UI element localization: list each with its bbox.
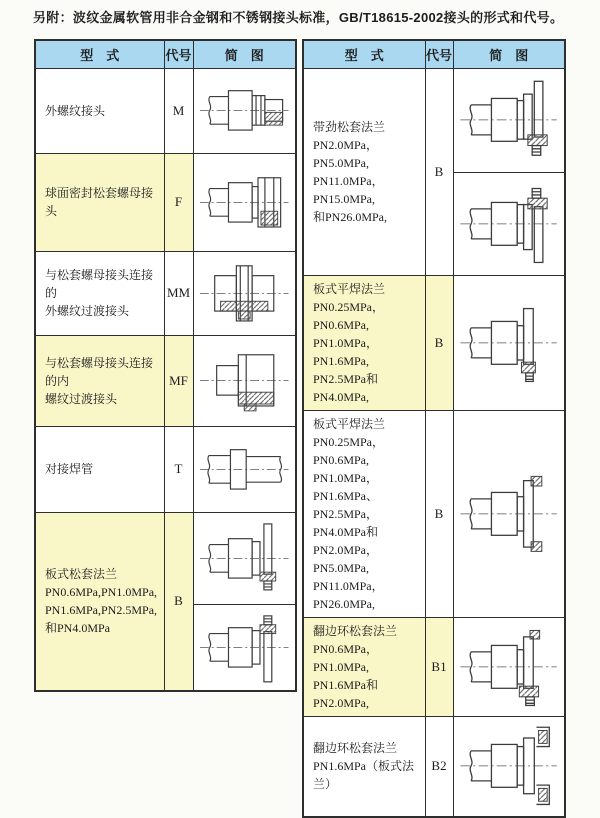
lap-ring-loose-flange-b2-diagram [455,723,562,809]
header-diagram: 简 图 [193,40,296,68]
table-row [35,335,296,426]
plate-weld-flange-diagram [455,300,562,386]
spherical-seal-loose-nut-fitting-diagram [195,163,293,242]
code-cell: B [425,275,453,410]
page-title: 另附：波纹金属软管用非合金钢和不锈钢接头标准，GB/T18615-2002接头的形式和代号。 [33,10,564,25]
type-cell: 球面密封松套螺母接头 [35,153,164,251]
code-cell: F [164,153,193,251]
plate-loose-flange-down-diagram [195,608,293,687]
plate-loose-flange-up-diagram [195,519,293,598]
table-row [35,153,296,251]
type-cell: 板式松套法兰 PN0.6MPa,PN1.0MPa, PN1.6MPa,PN2.5MPa, 和PN4.0MPa [35,512,164,691]
header-code: 代号 [425,40,453,68]
male-male-adapter-diagram [195,254,293,333]
fitting-table-left [34,39,297,692]
type-cell: 与松套螺母接头连接的内 螺纹过渡接头 [35,335,164,426]
fitting-table-right [302,39,566,818]
code-cell: B [164,512,193,691]
table-row [35,426,296,512]
table-row [303,68,565,172]
table-row [35,512,296,604]
diagram-cell [453,617,565,716]
header-diagram: 简 图 [453,40,565,68]
code-cell: T [164,426,193,512]
male-female-adapter-diagram [195,341,293,420]
diagram-cell [193,251,296,335]
diagram-cell [193,604,296,691]
type-cell: 外螺纹接头 [35,68,164,153]
diagram-cell [193,512,296,604]
diagram-cell [453,68,565,172]
code-cell: MM [164,251,193,335]
header-type: 型 式 [303,40,425,68]
diagram-cell [453,275,565,410]
type-cell: 板式平焊法兰 PN0.25MPa，PN0.6MPa, PN1.0MPa，PN1.6MPa、 PN2.5MPa，PN4.0MPa和 PN2.0MPa，PN5.0MPa, PN11.0MPa，PN26.0MPa, [303,410,425,617]
necked-loose-flange-up-diagram [455,77,562,163]
table-row [303,716,565,817]
table-header-row [303,40,565,68]
table-row [303,410,565,617]
diagram-cell [193,68,296,153]
male-thread-fitting-diagram [195,71,293,150]
code-cell: B2 [425,716,453,817]
code-cell: B1 [425,617,453,716]
butt-weld-pipe-diagram [195,430,293,509]
table-row [303,275,565,410]
type-cell: 翻边环松套法兰 PN1.6MPa（板式法兰） [303,716,425,817]
diagram-cell [193,426,296,512]
header-code: 代号 [164,40,193,68]
diagram-cell [193,153,296,251]
necked-loose-flange-down-diagram [455,181,562,267]
table-row [35,251,296,335]
code-cell: B [425,68,453,275]
type-cell: 与松套螺母接头连接的 外螺纹过渡接头 [35,251,164,335]
header-type: 型 式 [35,40,164,68]
type-cell: 翻边环松套法兰 PN0.6MPa，PN1.0MPa, PN1.6MPa和PN2.0MPa, [303,617,425,716]
diagram-cell [193,335,296,426]
diagram-cell [453,410,565,617]
diagram-cell [453,716,565,817]
table-row [35,68,296,153]
type-cell: 板式平焊法兰 PN0.25MPa，PN0.6MPa, PN1.0MPa，PN1.6MPa, PN2.5MPa和PN4.0MPa, [303,275,425,410]
code-cell: M [164,68,193,153]
code-cell: MF [164,335,193,426]
table-row [303,617,565,716]
type-cell: 对接焊管 [35,426,164,512]
code-cell: B [425,410,453,617]
table-header-row [35,40,296,68]
lap-ring-loose-flange-b1-diagram [455,624,562,710]
plate-weld-flange-all-pn-diagram [455,471,562,557]
type-cell: 带劲松套法兰 PN2.0MPa，PN5.0MPa, PN11.0MPa，PN15.0MPa, 和PN26.0MPa, [303,68,425,275]
diagram-cell [453,172,565,275]
